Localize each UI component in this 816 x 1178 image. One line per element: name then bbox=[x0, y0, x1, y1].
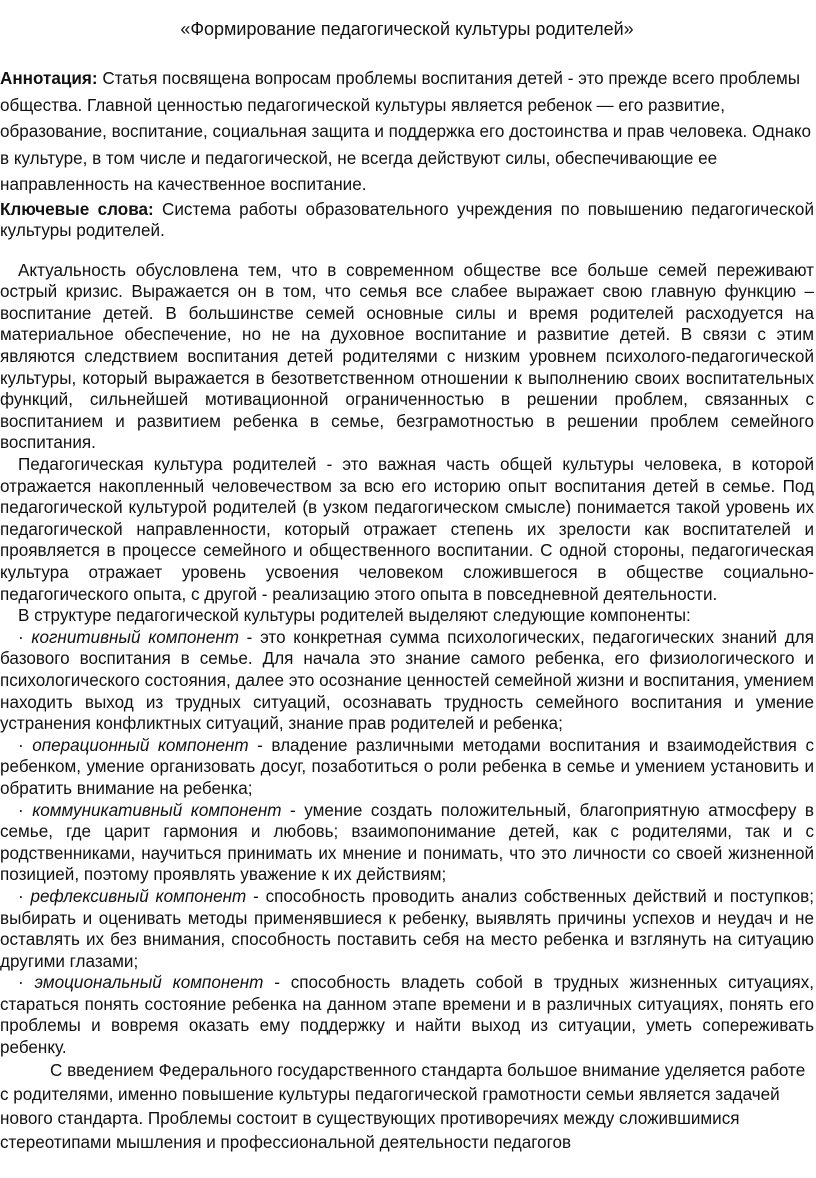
keywords-text: Система работы образовательного учреждения по повышению педагогической культуры родителей. bbox=[0, 199, 814, 241]
component-term: рефлексивный компонент bbox=[30, 886, 247, 906]
paragraph-fgos: С введением Федерального государственного стандарта большое внимание уделяется работе с родителями, именно повышение культуры педагогической грамотности семьи является задачей нового стандарта. Проблемы состоит в существующих противоречиях между сложившимися стереотипами мышления и профессиональной деятельности педагогов bbox=[0, 1060, 806, 1153]
component-text: - умение создать положительный, благоприятную атмосферу в семье, где царит гармония и любовь; взаимопонимание детей, как с родителями, так и с родственниками, научиться принимать их мнение и понимать, что это личности со своей жизненной позицией, поэтому проявлять уважение к их действиям; bbox=[0, 800, 814, 885]
component-item bbox=[0, 800, 814, 886]
keywords bbox=[0, 199, 814, 242]
article-title: «Формирование педагогической культуры родителей» bbox=[180, 19, 634, 39]
component-text: - владение различными методами воспитания и взаимодействия с ребенком, умение организовать досуг, позаботиться о роли ребенка в семье и умением установить и обратить внимание на ребенка; bbox=[0, 735, 814, 798]
bullet-marker: · bbox=[18, 886, 31, 906]
component-item bbox=[0, 627, 814, 735]
paragraph-structure: В структуре педагогической культуры родителей выделяют следующие компоненты: bbox=[18, 606, 691, 626]
component-term: когнитивный компонент bbox=[31, 627, 239, 647]
paragraph-definition: Педагогическая культура родителей - это важная часть общей культуры человека, в которой отражается накопленный человечеством за всю его историю опыт воспитания детей в семье. Под педагогической культурой родителей (в узком педагогическом смысле) понимается такой уровень их педагогической направленности, который отражает степень их зрелости как воспитателей и проявляется в процессе семейного и общественного воспитании. С одной стороны, педагогическая культура отражает уровень усвоения человеком сложившегося в обществе социально-педагогического опыта, с другой - реализацию этого опыта в повседневной деятельности. bbox=[0, 455, 814, 604]
bullet-marker: · bbox=[18, 735, 33, 755]
annotation bbox=[0, 66, 814, 199]
component-term: эмоциональный компонент bbox=[34, 973, 264, 993]
component-item bbox=[0, 886, 814, 972]
bullet-marker: · bbox=[18, 800, 33, 820]
bullet-marker: · bbox=[18, 627, 32, 647]
bullet-marker: · bbox=[18, 973, 35, 993]
keywords-label: Ключевые слова: bbox=[0, 199, 154, 219]
component-item bbox=[0, 735, 814, 800]
paragraph-relevance: Актуальность обусловлена тем, что в современном обществе все больше семей переживают острый кризис. Выражается он в том, что семья все слабее выражает свою главную функцию – воспитание детей. В большинстве семей основные силы и время родителей расходуется на материальное обеспечение, но не на духовное воспитание и развитие детей. В связи с этим являются следствием воспитания детей родителями с низким уровнем психолого-педагогической культуры, который выражается в безответственном отношении к выполнению своих воспитательных функций, сильнейшей мотивационной ограниченностью в решении проблем, связанных с воспитанием и развитием ребенка в семье, безграмотностью в решении проблем семейного воспитания. bbox=[0, 260, 814, 453]
component-term: операционный компонент bbox=[32, 735, 249, 755]
annotation-label: Аннотация: bbox=[0, 69, 98, 88]
component-term: коммуникативный компонент bbox=[32, 800, 282, 820]
component-item bbox=[0, 972, 814, 1058]
annotation-text: Статья посвящена вопросам проблемы воспитания детей - это прежде всего проблемы общества. Главной ценностью педагогической культуры является ребенок — его развитие, образование, воспитание, социальная защита и поддержка его достоинства и прав человека. Однако в культуре, в том числе и педагогической, не всегда действуют силы, обеспечивающие ее направленность на качественное воспитание. bbox=[0, 69, 812, 194]
component-text: - способность владеть собой в трудных жизненных ситуациях, стараться понять состояние ребенка на данном этапе времени и в различных ситуациях, понять его проблемы и вовремя оказать ему поддержку и найти выход из ситуации, уметь сопереживать ребенку. bbox=[0, 973, 814, 1058]
component-text: - это конкретная сумма психологических, педагогических знаний для базового воспитания в семье. Для начала это знание самого ребенка, его физиологического и психологического состояния, далее это осознание ценностей семейной жизни и воспитания, умением находить выход из трудных ситуаций, осознавать трудность семейного воспитания и умение устранения конфликтных ситуаций, знание прав родителей и ребенка; bbox=[0, 627, 814, 734]
component-text: - способность проводить анализ собственных действий и поступков; выбирать и оценивать методы применявшиеся к ребенку, выявлять причины успехов и неудач и не оставлять их без внимания, способность поставить себя на место ребенка и взглянуть на ситуацию другими глазами; bbox=[0, 886, 814, 971]
